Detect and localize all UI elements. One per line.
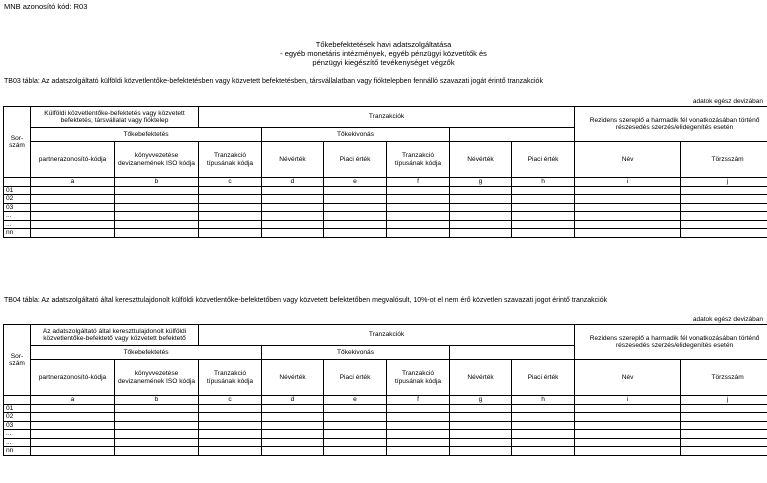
- data-cell[interactable]: [450, 438, 512, 447]
- data-cell[interactable]: [575, 203, 681, 212]
- data-cell[interactable]: [31, 413, 115, 422]
- mnb-code: MNB azonosító kód: R03: [4, 2, 88, 11]
- col-piaci-header: Piaci érték: [512, 142, 575, 178]
- data-cell[interactable]: [450, 195, 512, 204]
- row-label: nn: [4, 447, 31, 456]
- row-label: ...: [4, 212, 31, 221]
- data-cell[interactable]: [387, 220, 450, 229]
- tb04-table: [3, 324, 767, 456]
- row-label: 01: [4, 186, 31, 195]
- row-label: 03: [4, 421, 31, 430]
- col-letter: e: [324, 396, 387, 405]
- tranzakciok-header: Tranzakciók: [199, 107, 575, 128]
- col-letter: a: [31, 396, 115, 405]
- table-row: [4, 229, 767, 238]
- data-cell[interactable]: [199, 203, 262, 212]
- tb03-unit-note: adatok egész devizában: [692, 98, 763, 105]
- col-nev-header: Név: [575, 360, 681, 396]
- data-cell[interactable]: [262, 195, 324, 204]
- data-cell[interactable]: [31, 186, 115, 195]
- table-row: [4, 421, 767, 430]
- tokebefektetes-header: Tőkebefektetés: [31, 346, 262, 360]
- col-letter: a: [31, 178, 115, 187]
- data-cell[interactable]: [262, 203, 324, 212]
- tokekivonas-header: Tőkekivonás: [262, 128, 450, 142]
- table-row: [4, 438, 767, 447]
- col-nev-header: Név: [575, 142, 681, 178]
- tokekivonas-header: Tőkekivonás: [262, 346, 450, 360]
- data-cell[interactable]: [199, 212, 262, 221]
- tb04-unit-note: adatok egész devizában: [692, 316, 763, 323]
- tokebefektetes-header: Tőkebefektetés: [31, 128, 262, 142]
- table-row: [4, 195, 767, 204]
- data-cell[interactable]: [387, 438, 450, 447]
- data-cell[interactable]: [450, 421, 512, 430]
- data-cell[interactable]: [512, 430, 575, 439]
- data-cell[interactable]: [199, 195, 262, 204]
- data-cell[interactable]: [575, 421, 681, 430]
- data-cell[interactable]: [115, 229, 199, 238]
- data-cell[interactable]: [262, 186, 324, 195]
- data-cell[interactable]: [199, 421, 262, 430]
- data-cell[interactable]: [324, 438, 387, 447]
- data-cell[interactable]: [575, 212, 681, 221]
- col-letter: j: [681, 396, 767, 405]
- data-cell[interactable]: [450, 430, 512, 439]
- data-cell[interactable]: [575, 413, 681, 422]
- col-partner-header: partnerazonosító-kódja: [31, 142, 115, 178]
- data-cell[interactable]: [681, 413, 767, 422]
- report-subtitle-line1: - egyéb monetáris intézmények, egyéb pénzügyi közvetítők és: [280, 49, 487, 58]
- data-cell[interactable]: [512, 186, 575, 195]
- data-cell[interactable]: [115, 447, 199, 456]
- col-tipus-header: Tranzakció típusának kódja: [387, 360, 450, 396]
- data-cell[interactable]: [575, 229, 681, 238]
- data-cell[interactable]: [681, 447, 767, 456]
- data-cell[interactable]: [31, 438, 115, 447]
- data-cell[interactable]: [31, 447, 115, 456]
- col-letter: j: [681, 178, 767, 187]
- data-cell[interactable]: [681, 195, 767, 204]
- data-cell[interactable]: [324, 212, 387, 221]
- data-cell[interactable]: [324, 404, 387, 413]
- data-cell[interactable]: [31, 203, 115, 212]
- data-cell[interactable]: [115, 186, 199, 195]
- table-row: [4, 203, 767, 212]
- table-row: [4, 404, 767, 413]
- row-label: 03: [4, 203, 31, 212]
- data-cell[interactable]: [450, 212, 512, 221]
- col-letter: i: [575, 178, 681, 187]
- data-cell[interactable]: [512, 447, 575, 456]
- data-cell[interactable]: [681, 421, 767, 430]
- entity-header: Külföldi közvetlentőke-befektetés vagy közvetett befektetés, társvállalat vagy fióktelep: [31, 107, 199, 128]
- data-cell[interactable]: [199, 220, 262, 229]
- data-cell[interactable]: [262, 430, 324, 439]
- row-label: nn: [4, 229, 31, 238]
- col-letter: f: [387, 396, 450, 405]
- data-cell[interactable]: [115, 195, 199, 204]
- data-cell[interactable]: [681, 430, 767, 439]
- data-cell[interactable]: [387, 430, 450, 439]
- col-letter: h: [512, 178, 575, 187]
- data-cell[interactable]: [387, 212, 450, 221]
- data-cell[interactable]: [387, 195, 450, 204]
- data-cell[interactable]: [324, 220, 387, 229]
- data-cell[interactable]: [681, 229, 767, 238]
- data-cell[interactable]: [450, 220, 512, 229]
- data-cell[interactable]: [512, 421, 575, 430]
- data-cell[interactable]: [324, 430, 387, 439]
- data-cell[interactable]: [450, 203, 512, 212]
- data-cell[interactable]: [262, 438, 324, 447]
- data-cell[interactable]: [199, 186, 262, 195]
- data-cell[interactable]: [199, 413, 262, 422]
- data-cell[interactable]: [681, 220, 767, 229]
- rezidens-header: Rezidens szereplő a harmadik fél vonatkozásában történő részesedés szerzés/elidegenítés esetén: [575, 107, 767, 142]
- data-cell[interactable]: [31, 212, 115, 221]
- data-cell[interactable]: [324, 186, 387, 195]
- data-cell[interactable]: [324, 447, 387, 456]
- table-row: [4, 413, 767, 422]
- col-partner-header: partnerazonosító-kódja: [31, 360, 115, 396]
- data-cell[interactable]: [450, 413, 512, 422]
- col-torzsszam-header: Törzsszám: [681, 142, 767, 178]
- row-label: ...: [4, 438, 31, 447]
- data-cell[interactable]: [450, 404, 512, 413]
- data-cell[interactable]: [115, 404, 199, 413]
- data-cell[interactable]: [512, 229, 575, 238]
- data-cell[interactable]: [512, 212, 575, 221]
- data-cell[interactable]: [324, 195, 387, 204]
- tb03-caption: TB03 tábla: Az adatszolgáltató külföldi közvetlentőke-befektetésben vagy közvetett befektetésben, társvállalatban vagy fióktelepben fennálló szavazati jogát érintő tranzakciók: [4, 78, 543, 85]
- row-label: 02: [4, 195, 31, 204]
- data-cell[interactable]: [575, 186, 681, 195]
- data-cell[interactable]: [575, 220, 681, 229]
- data-cell[interactable]: [31, 430, 115, 439]
- data-cell[interactable]: [115, 421, 199, 430]
- data-cell[interactable]: [262, 447, 324, 456]
- data-cell[interactable]: [262, 212, 324, 221]
- col-iso-header: könyvvezetése devizanemének ISO kódja: [115, 142, 199, 178]
- data-cell[interactable]: [324, 229, 387, 238]
- data-cell[interactable]: [31, 229, 115, 238]
- data-cell[interactable]: [575, 430, 681, 439]
- data-cell[interactable]: [512, 220, 575, 229]
- data-cell[interactable]: [31, 404, 115, 413]
- table-row: [4, 212, 767, 221]
- data-cell[interactable]: [199, 430, 262, 439]
- data-cell[interactable]: [681, 203, 767, 212]
- sorszam-header: Sor-szám: [4, 107, 31, 178]
- tranzakciok-header: Tranzakciók: [199, 325, 575, 346]
- tb04-caption: TB04 tábla: Az adatszolgáltató által kereszttulajdonolt külföldi közvetlentőke-befektetőben vagy közvetett befektetőben megvalósult, 10%-ot el nem érő közvetlen szavazati jogot érintő tranzakciók: [4, 297, 608, 304]
- data-cell[interactable]: [262, 220, 324, 229]
- col-nevertek-header: Névérték: [450, 142, 512, 178]
- col-letter: b: [115, 396, 199, 405]
- data-cell[interactable]: [387, 229, 450, 238]
- data-cell[interactable]: [512, 438, 575, 447]
- data-cell[interactable]: [512, 413, 575, 422]
- data-cell[interactable]: [387, 421, 450, 430]
- rezidens-header: Rezidens szereplő a harmadik fél vonatkozásában történő részesedés szerzés/elidegenítés esetén: [575, 325, 767, 360]
- data-cell[interactable]: [512, 195, 575, 204]
- col-letter: d: [262, 178, 324, 187]
- col-tipus-header: Tranzakció típusának kódja: [199, 360, 262, 396]
- data-cell[interactable]: [199, 447, 262, 456]
- col-letter: d: [262, 396, 324, 405]
- col-torzsszam-header: Törzsszám: [681, 360, 767, 396]
- data-cell[interactable]: [387, 203, 450, 212]
- col-letter: f: [387, 178, 450, 187]
- row-label: 02: [4, 413, 31, 422]
- letter-cell: [4, 396, 31, 405]
- col-piaci-header: Piaci érték: [324, 142, 387, 178]
- data-cell[interactable]: [115, 438, 199, 447]
- data-cell[interactable]: [575, 404, 681, 413]
- data-cell[interactable]: [450, 186, 512, 195]
- data-cell[interactable]: [450, 447, 512, 456]
- row-label: ...: [4, 430, 31, 439]
- report-subtitle-line2: pénzügyi kiegészítő tevékenységet végzők: [312, 58, 455, 67]
- data-cell[interactable]: [31, 195, 115, 204]
- data-cell[interactable]: [31, 421, 115, 430]
- data-cell[interactable]: [115, 220, 199, 229]
- data-cell[interactable]: [199, 229, 262, 238]
- data-cell[interactable]: [262, 404, 324, 413]
- row-label: ...: [4, 220, 31, 229]
- data-cell[interactable]: [512, 404, 575, 413]
- col-iso-header: könyvvezetése devizanemének ISO kódja: [115, 360, 199, 396]
- col-letter: g: [450, 178, 512, 187]
- data-cell[interactable]: [575, 438, 681, 447]
- data-cell[interactable]: [324, 413, 387, 422]
- col-letter: c: [199, 178, 262, 187]
- table-row: [4, 186, 767, 195]
- data-cell[interactable]: [681, 438, 767, 447]
- data-cell[interactable]: [262, 421, 324, 430]
- tb03-table: [3, 106, 767, 238]
- row-label: 01: [4, 404, 31, 413]
- data-cell[interactable]: [199, 438, 262, 447]
- report-title: Tőkebefektetések havi adatszolgáltatása: [315, 40, 452, 49]
- data-cell[interactable]: [387, 413, 450, 422]
- data-cell[interactable]: [262, 229, 324, 238]
- col-tipus-header: Tranzakció típusának kódja: [387, 142, 450, 178]
- col-nevertek-header: Névérték: [262, 360, 324, 396]
- data-cell[interactable]: [681, 212, 767, 221]
- table-row: [4, 430, 767, 439]
- data-cell[interactable]: [681, 186, 767, 195]
- table-row: [4, 220, 767, 229]
- data-cell[interactable]: [199, 404, 262, 413]
- col-nevertek-header: Névérték: [262, 142, 324, 178]
- data-cell[interactable]: [387, 186, 450, 195]
- data-cell[interactable]: [115, 413, 199, 422]
- data-cell[interactable]: [387, 447, 450, 456]
- data-cell[interactable]: [31, 220, 115, 229]
- col-letter: e: [324, 178, 387, 187]
- entity-header: Az adatszolgáltató által kereszttulajdonolt külföldi közvetlentőke-befektető vagy közvetett befektető: [31, 325, 199, 346]
- data-cell[interactable]: [324, 203, 387, 212]
- data-cell[interactable]: [387, 404, 450, 413]
- data-cell[interactable]: [575, 195, 681, 204]
- col-piaci-header: Piaci érték: [324, 360, 387, 396]
- data-cell[interactable]: [575, 447, 681, 456]
- col-letter: i: [575, 396, 681, 405]
- data-cell[interactable]: [324, 421, 387, 430]
- data-cell[interactable]: [115, 212, 199, 221]
- col-letter: g: [450, 396, 512, 405]
- data-cell[interactable]: [512, 203, 575, 212]
- col-letter: h: [512, 396, 575, 405]
- table-row: [4, 447, 767, 456]
- col-letter: c: [199, 396, 262, 405]
- letter-cell: [4, 178, 31, 187]
- col-nevertek-header: Névérték: [450, 360, 512, 396]
- col-tipus-header: Tranzakció típusának kódja: [199, 142, 262, 178]
- data-cell[interactable]: [262, 413, 324, 422]
- col-letter: b: [115, 178, 199, 187]
- sorszam-header: Sor-szám: [4, 325, 31, 396]
- data-cell[interactable]: [450, 229, 512, 238]
- col-piaci-header: Piaci érték: [512, 360, 575, 396]
- data-cell[interactable]: [115, 203, 199, 212]
- data-cell[interactable]: [681, 404, 767, 413]
- data-cell[interactable]: [115, 430, 199, 439]
